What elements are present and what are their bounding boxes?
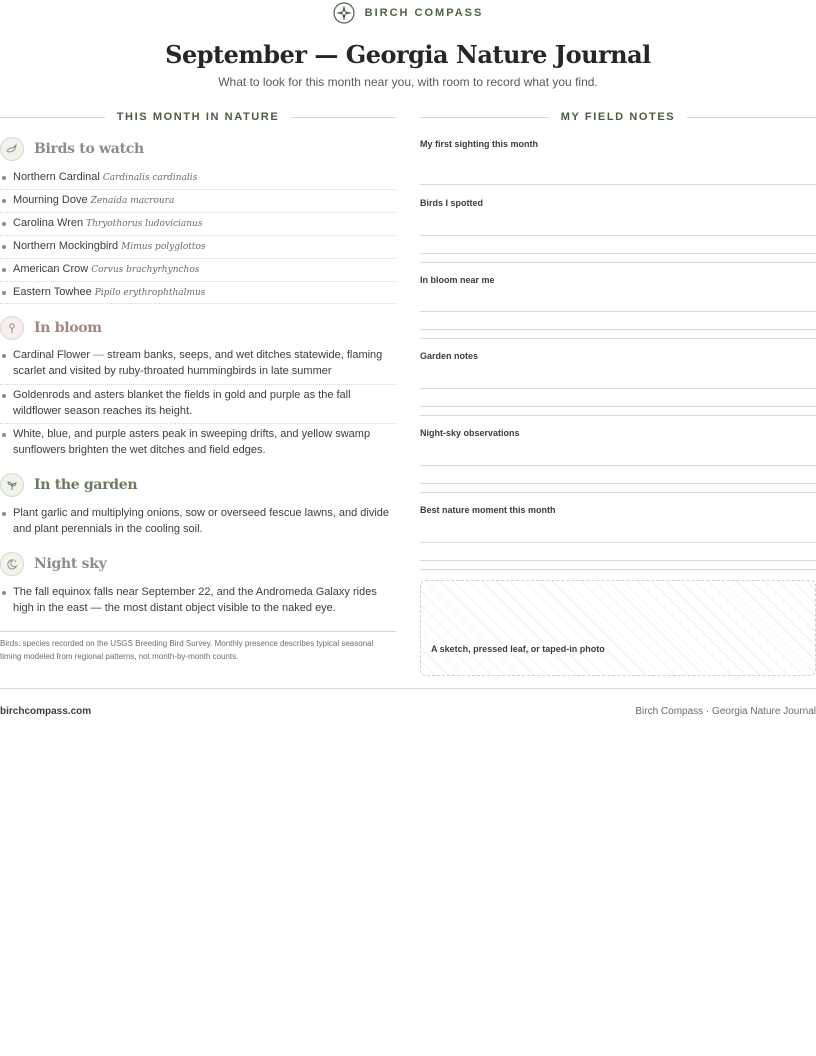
sky-item — [0, 584, 396, 616]
moon-star-icon — [0, 552, 24, 576]
note-label-in-bloom: In bloom near me — [420, 275, 495, 285]
bird-common-name: Northern Mockingbird — [13, 240, 119, 252]
page-subtitle: What to look for this month near you, with room to record what you find. — [218, 75, 598, 89]
section-garden-title: In the garden — [34, 477, 138, 493]
garden-item — [0, 505, 396, 537]
bird-item — [0, 192, 396, 209]
flower-icon — [0, 316, 24, 340]
bird-item — [0, 215, 396, 232]
note-write-line[interactable] — [420, 311, 816, 312]
compass-rose-icon — [333, 2, 355, 24]
item-divider — [0, 235, 396, 236]
page-title: September — Georgia Nature Journal — [165, 40, 651, 69]
footer-caption: Birch Compass · Georgia Nature Journal — [635, 706, 816, 717]
bird-scientific-name: Cardinalis cardinalis — [102, 173, 198, 183]
bird-scientific-name: Zenaida macroura — [90, 196, 175, 206]
section-garden-header — [0, 473, 137, 497]
section-sky-title: Night sky — [34, 556, 107, 572]
bloom-item — [0, 347, 396, 379]
item-divider — [0, 281, 396, 282]
bloom-item — [0, 426, 396, 458]
bird-common-name: Eastern Towhee — [13, 286, 92, 298]
bird-item — [0, 238, 396, 255]
note-write-line[interactable] — [420, 338, 816, 339]
heading-rule — [420, 117, 549, 118]
note-write-line[interactable] — [420, 569, 816, 570]
note-write-line[interactable] — [420, 492, 816, 493]
note-write-line[interactable] — [420, 235, 816, 236]
right-column-heading — [420, 110, 816, 124]
sprout-icon — [0, 473, 24, 497]
note-write-line[interactable] — [420, 465, 816, 466]
heading-rule — [687, 117, 816, 118]
bloom-item-text: stream banks, seeps, and wet ditches statewide, flaming scarlet and visited by ruby-throated hummingbirds in late summer — [13, 349, 383, 377]
note-write-line[interactable] — [420, 262, 816, 263]
left-column-heading — [0, 110, 396, 124]
sky-item-text: The fall equinox falls near September 22, and the Andromeda Galaxy rides high in the east — the most distant object visible to the naked eye. — [13, 586, 377, 614]
source-divider — [0, 631, 396, 632]
note-label-night-sky: Night-sky observations — [420, 428, 520, 438]
bloom-item-dash: — — [90, 349, 108, 361]
footer-site-link[interactable]: birchcompass.com — [0, 706, 92, 717]
section-sky-header — [0, 552, 106, 576]
item-divider — [0, 384, 396, 385]
garden-item-text: Plant garlic and multiplying onions, sow or overseed fescue lawns, and divide and plant perennials in the cooling soil. — [13, 507, 390, 535]
note-label-garden: Garden notes — [420, 351, 479, 361]
bloom-item-text: White, blue, and purple asters peak in sweeping drifts, and yellow swamp sunflowers brighten the wet ditches and field edges. — [13, 428, 371, 456]
note-write-line[interactable] — [420, 560, 816, 561]
sketch-box[interactable] — [420, 580, 816, 676]
source-note: Birds: species recorded on the USGS Breeding Bird Survey. Monthly presence describes typical seasonal timing modeled from regional patterns, not month-by-month counts. — [0, 639, 374, 661]
bird-item — [0, 169, 396, 186]
bird-common-name: American Crow — [13, 263, 89, 275]
brand-name: BIRCH COMPASS — [364, 7, 484, 19]
bird-item — [0, 261, 396, 278]
heading-rule — [291, 117, 396, 118]
bird-common-name: Carolina Wren — [13, 217, 84, 229]
note-label-best-moment: Best nature moment this month — [420, 505, 556, 515]
note-write-line[interactable] — [420, 329, 816, 330]
section-bloom-title: In bloom — [34, 320, 102, 336]
heading-rule — [0, 117, 105, 118]
note-write-line[interactable] — [420, 253, 816, 254]
note-write-line[interactable] — [420, 388, 816, 389]
note-write-line[interactable] — [420, 483, 816, 484]
item-divider — [0, 212, 396, 213]
note-write-line[interactable] — [420, 415, 816, 416]
note-label-birds-spotted: Birds I spotted — [420, 198, 484, 208]
note-write-line[interactable] — [420, 542, 816, 543]
item-divider — [0, 189, 396, 190]
item-divider — [0, 258, 396, 259]
section-birds-title: Birds to watch — [34, 141, 144, 157]
bird-scientific-name: Mimus polyglottos — [121, 242, 206, 252]
footer-divider — [0, 688, 816, 689]
bloom-item-text: Goldenrods and asters blanket the fields in gold and purple as the fall wildflower season reaches its height. — [13, 389, 351, 417]
bird-icon — [0, 137, 24, 161]
note-label-first-sighting: My first sighting this month — [420, 139, 538, 149]
bird-scientific-name: Corvus brachyrhynchos — [91, 265, 200, 275]
left-heading-label: THIS MONTH IN NATURE — [116, 111, 280, 123]
item-divider — [0, 303, 396, 304]
bird-scientific-name: Pipilo erythrophthalmus — [94, 288, 206, 298]
right-heading-label: MY FIELD NOTES — [560, 111, 676, 123]
section-bloom-header — [0, 316, 102, 340]
sketch-label: A sketch, pressed leaf, or taped-in photo — [431, 644, 605, 654]
note-write-line[interactable] — [420, 184, 816, 185]
bloom-item — [0, 387, 396, 419]
bird-scientific-name: Thryothorus ludovicianus — [86, 219, 203, 229]
brand-header — [0, 2, 816, 24]
section-birds-header — [0, 137, 144, 161]
bird-common-name: Mourning Dove — [13, 194, 88, 206]
item-divider — [0, 423, 396, 424]
note-write-line[interactable] — [420, 406, 816, 407]
bloom-item-name: Cardinal Flower — [13, 349, 91, 361]
bird-common-name: Northern Cardinal — [13, 171, 100, 183]
bird-item — [0, 284, 396, 301]
